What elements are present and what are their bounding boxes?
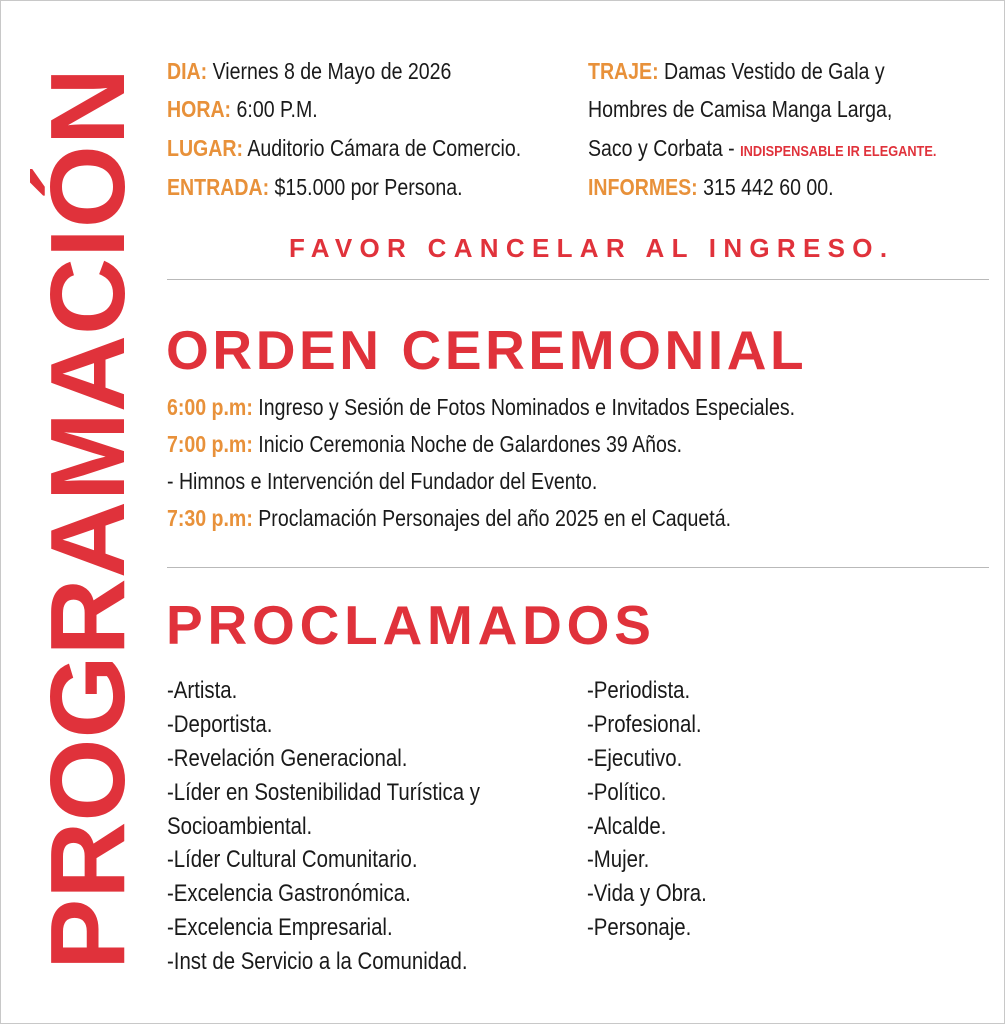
- orden-item-3: [167, 470, 673, 493]
- list-item: -Líder en Sostenibilidad Turística y: [167, 778, 480, 806]
- list-item: -Excelencia Gastronómica.: [167, 880, 411, 908]
- info-traje: [588, 60, 937, 83]
- proclamados-heading: PROCLAMADOS: [166, 594, 656, 656]
- orden-item-2: [167, 433, 773, 456]
- proclamados-list-left: [167, 674, 535, 979]
- orden-item-time: 6:00 p.m:: [167, 394, 253, 420]
- info-traje-line1: Damas Vestido de Gala y: [664, 58, 885, 84]
- list-item: -Excelencia Empresarial.: [167, 914, 393, 942]
- info-entrada: [167, 176, 515, 199]
- list-item: -Inst de Servicio a la Comunidad.: [167, 948, 468, 976]
- orden-item-text: Proclamación Personajes del año 2025 en el Caquetá.: [258, 505, 732, 531]
- info-informes-value: 315 442 60 00.: [703, 174, 834, 200]
- list-item: -Político.: [587, 778, 667, 806]
- orden-item-text: Ingreso y Sesión de Fotos Nominados e Invitados Especiales.: [258, 394, 796, 420]
- list-item: -Líder Cultural Comunitario.: [167, 846, 418, 874]
- info-lugar: [167, 137, 584, 160]
- info-hora: [167, 98, 344, 121]
- info-hora-label: HORA:: [167, 96, 232, 122]
- info-traje-line3: Saco y Corbata -: [588, 135, 735, 161]
- orden-item-text: Inicio Ceremonia Noche de Galardones 39 Años.: [258, 431, 683, 457]
- list-item: -Periodista.: [587, 677, 691, 704]
- info-dia-value: Viernes 8 de Mayo de 2026: [212, 58, 452, 84]
- info-traje-line2: Hombres de Camisa Manga Larga,: [588, 96, 893, 122]
- info-hora-value: 6:00 P.M.: [236, 96, 318, 122]
- divider-2: [167, 567, 989, 568]
- orden-item-time: 7:30 p.m:: [167, 505, 253, 531]
- divider-1: [167, 279, 989, 280]
- info-lugar-value: Auditorio Cámara de Comercio.: [247, 135, 522, 161]
- orden-item-text: - Himnos e Intervención del Fundador del Evento.: [167, 468, 598, 494]
- list-item: -Revelación Generacional.: [167, 744, 408, 772]
- info-informes: [588, 176, 877, 199]
- orden-heading: ORDEN CEREMONIAL: [166, 319, 808, 381]
- orden-item-1: [167, 396, 906, 419]
- list-item: -Alcalde.: [587, 812, 667, 840]
- list-item: -Deportista.: [167, 710, 273, 738]
- info-dia-label: DIA:: [167, 58, 208, 84]
- info-entrada-value: $15.000 por Persona.: [274, 174, 463, 200]
- list-item: -Personaje.: [587, 914, 692, 942]
- list-item: -Mujer.: [587, 846, 650, 874]
- proclamados-list-right: [587, 674, 728, 945]
- list-item: -Profesional.: [587, 710, 702, 738]
- info-traje-line-2: [588, 98, 946, 121]
- info-entrada-label: ENTRADA:: [167, 174, 270, 200]
- list-item: -Artista.: [167, 677, 238, 704]
- orden-item-4: [167, 507, 831, 530]
- list-item: Socioambiental.: [167, 812, 313, 840]
- info-lugar-label: LUGAR:: [167, 135, 244, 161]
- info-traje-note: INDISPENSABLE IR ELEGANTE.: [740, 143, 937, 160]
- list-item: -Vida y Obra.: [587, 880, 707, 908]
- favor-notice: FAVOR CANCELAR AL INGRESO.: [289, 233, 895, 263]
- info-dia: [167, 60, 502, 83]
- info-traje-line-3: [588, 137, 998, 160]
- list-item: -Ejecutivo.: [587, 744, 683, 772]
- side-title-text: PROGRAMACIÓN: [29, 74, 147, 970]
- info-traje-label: TRAJE:: [588, 58, 659, 84]
- orden-item-time: 7:00 p.m:: [167, 431, 253, 457]
- side-title: [29, 67, 147, 971]
- info-informes-label: INFORMES:: [588, 174, 698, 200]
